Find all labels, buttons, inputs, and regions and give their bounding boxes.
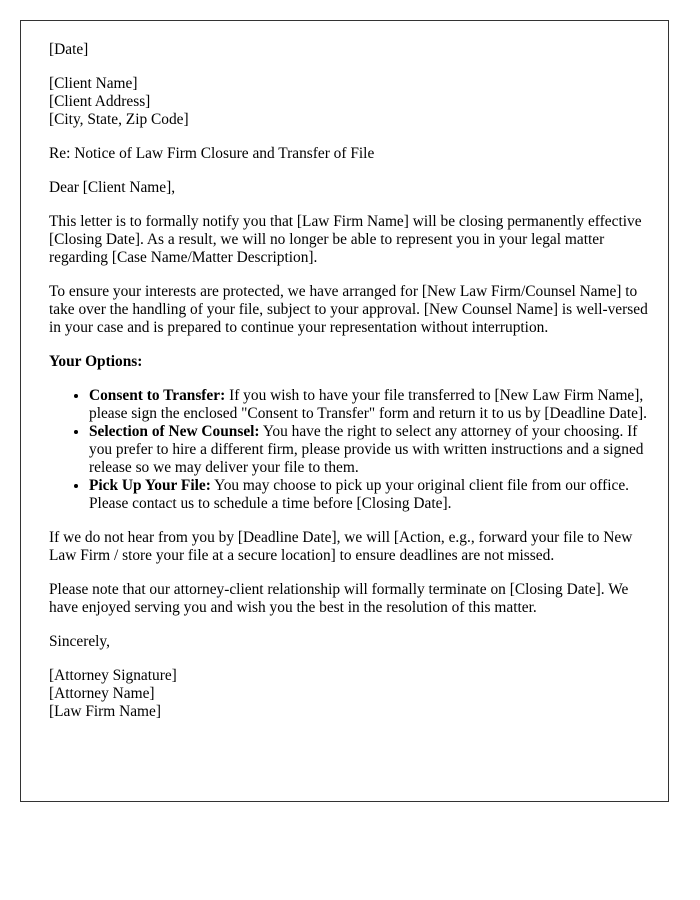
subject-line: Re: Notice of Law Firm Closure and Transfer of File: [49, 145, 375, 162]
recipient-name: [Client Name]: [49, 75, 138, 92]
recipient-address-block: [49, 75, 648, 129]
recipient-city-state-zip: [City, State, Zip Code]: [49, 111, 189, 128]
letter-page: [20, 20, 669, 802]
option-text: You may choose to pick up your original client file from our office. Please contact us to schedule a time before [Closing Date].: [89, 477, 630, 512]
salutation: Dear [Client Name],: [49, 179, 176, 196]
option-text: You have the right to select any attorney of your choosing. If you prefer to hire a different firm, please provide us with written instructions and a signed release so we may deliver your file to them.: [89, 423, 644, 476]
body-paragraph-deadline-action: If we do not hear from you by [Deadline Date], we will [Action, e.g., forward your file to New Law Firm / store your file at a secure location] to ensure deadlines are not missed.: [49, 529, 633, 564]
option-consent-to-transfer: [89, 387, 648, 423]
signature-line: [Attorney Signature]: [49, 667, 177, 684]
attorney-name: [Attorney Name]: [49, 685, 155, 702]
option-text: If you wish to have your file transferred to [New Law Firm Name], please sign the enclosed "Consent to Transfer" form and return it to us by [Deadline Date].: [89, 387, 647, 422]
recipient-address: [Client Address]: [49, 93, 151, 110]
option-selection-of-new-counsel: [89, 423, 648, 477]
option-title: Pick Up Your File:: [89, 477, 211, 494]
body-paragraph-termination: Please note that our attorney-client relationship will formally terminate on [Closing Date]. We have enjoyed serving you and wish you the best in the resolution of this matter.: [49, 581, 629, 616]
option-title: Selection of New Counsel:: [89, 423, 260, 440]
option-title: Consent to Transfer:: [89, 387, 226, 404]
signature-block: [49, 667, 648, 721]
law-firm-name: [Law Firm Name]: [49, 703, 161, 720]
body-paragraph-closure-notice: This letter is to formally notify you that [Law Firm Name] will be closing permanently effective [Closing Date]. As a result, we will no longer be able to represent you in your legal matter regarding [Case Name/Matter Description].: [49, 213, 642, 266]
options-list: [49, 387, 648, 513]
closing: Sincerely,: [49, 633, 110, 650]
option-pick-up-your-file: [89, 477, 648, 513]
options-heading: Your Options:: [49, 353, 143, 370]
letter-date: [Date]: [49, 41, 89, 58]
body-paragraph-transfer-arrangement: To ensure your interests are protected, we have arranged for [New Law Firm/Counsel Name] to take over the handling of your file, subject to your approval. [New Counsel Name] is well-versed in your case and is prepared to continue your representation without interruption.: [49, 283, 648, 336]
